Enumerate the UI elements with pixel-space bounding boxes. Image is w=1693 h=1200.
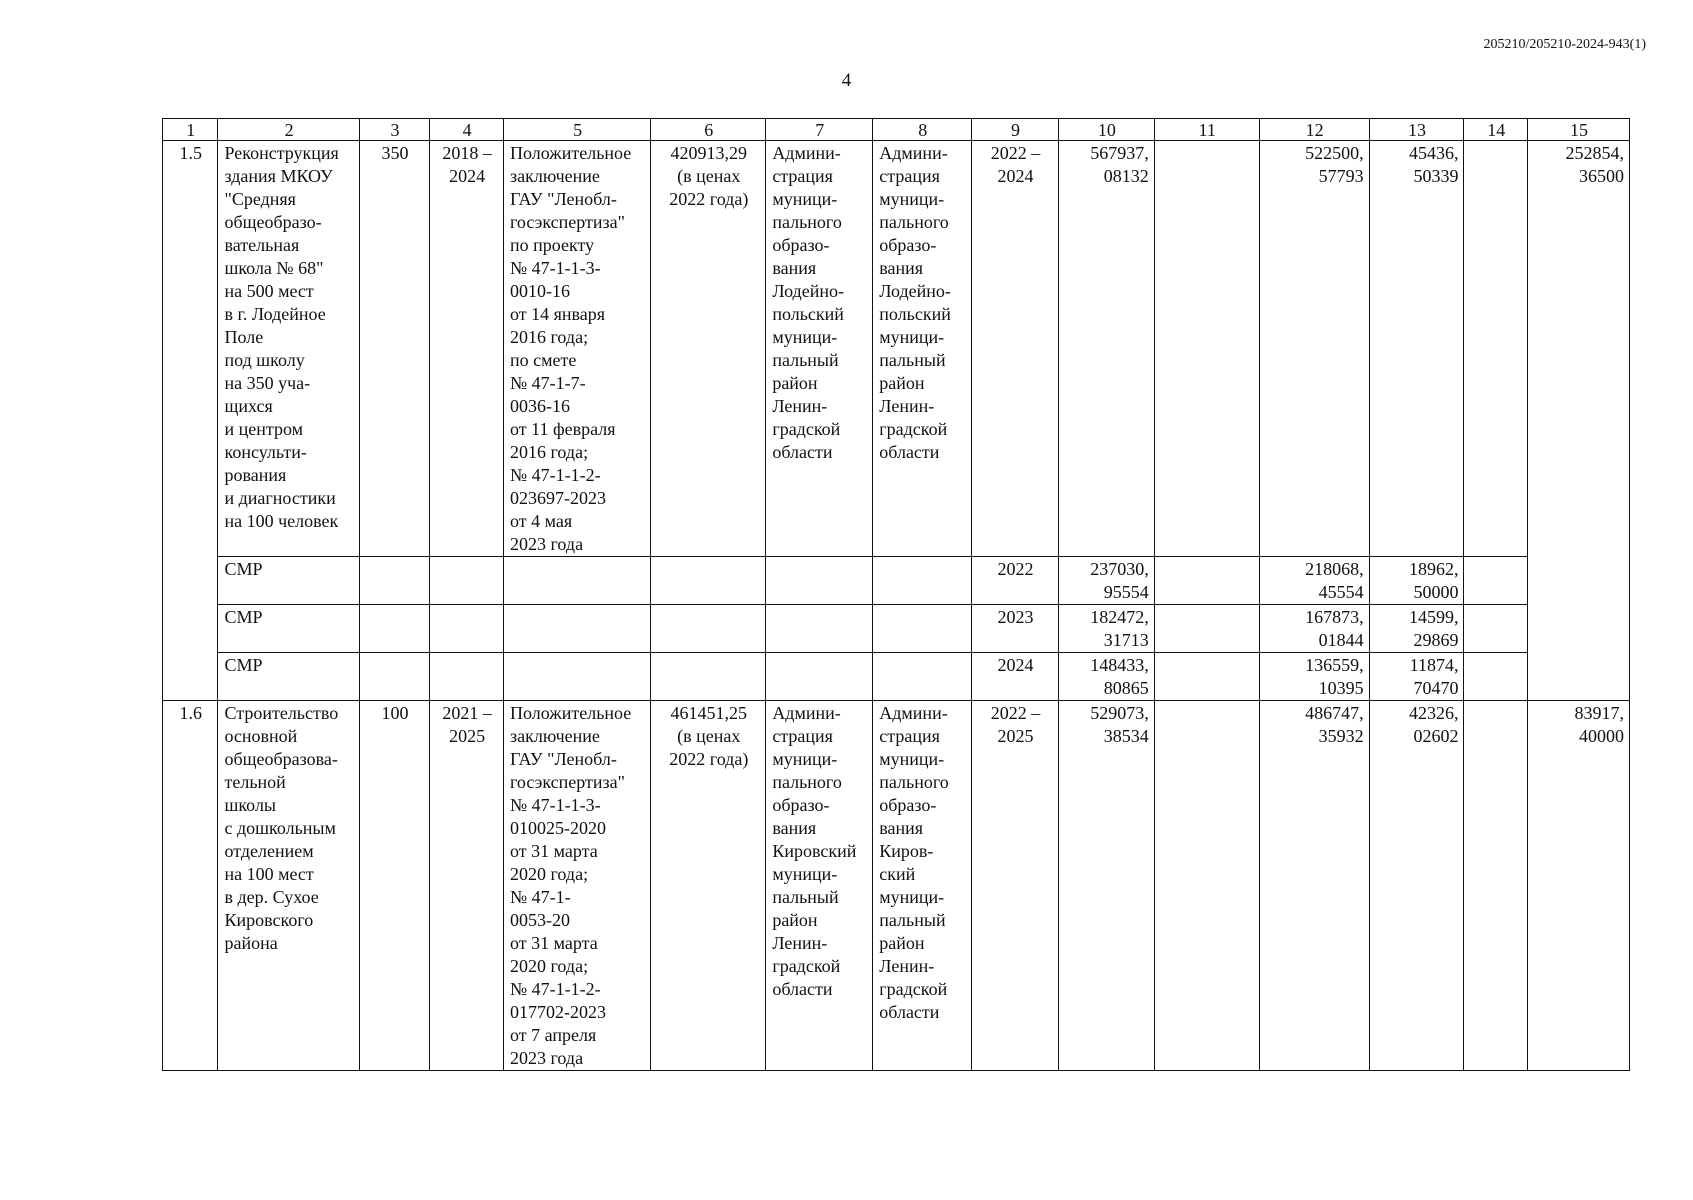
column-header: 11 <box>1154 119 1259 141</box>
column-header: 9 <box>972 119 1059 141</box>
column-header: 13 <box>1369 119 1464 141</box>
empty-cell <box>430 605 504 653</box>
column-14-value <box>1464 141 1528 557</box>
page-number: 4 <box>841 70 852 91</box>
table-row <box>163 141 1630 557</box>
column-11-value <box>1154 141 1259 557</box>
financing-years: 2022 – 2025 <box>972 701 1059 1071</box>
empty-cell <box>1154 557 1259 605</box>
subrow-col12: 167873, 01844 <box>1259 605 1369 653</box>
column-header: 7 <box>766 119 873 141</box>
column-12-value: 522500, 57793 <box>1259 141 1369 557</box>
column-header: 5 <box>504 119 651 141</box>
column-header: 4 <box>430 119 504 141</box>
empty-cell <box>766 605 873 653</box>
subrow-label: СМР <box>218 557 359 605</box>
empty-cell <box>359 653 430 701</box>
estimated-cost: 461451,25 (в ценах 2022 года) <box>651 701 766 1071</box>
customer: Админи- страция муници- пального образо- вания Кировский муници- пальный район Ленин- градской области <box>766 701 873 1071</box>
expertise-conclusion: Положительное заключение ГАУ "Ленобл- госэкспертиза" по проекту № 47-1-1-3- 0010-16 от 14 января 2016 года; по смете № 47-1-7- 0036-16 от 11 февраля 2016 года; № 47-1-1-2- 023697-2023 от 4 мая 2023 года <box>504 141 651 557</box>
table-subrow <box>163 605 1630 653</box>
empty-cell <box>504 653 651 701</box>
object-name: Строительство основной общеобразова- тельной школы с дошкольным отделением на 100 мест в дер. Сухое Кировского района <box>218 701 359 1071</box>
object-name: Реконструкция здания МКОУ "Средняя общеобразо- вательная школа № 68" на 500 мест в г. Лодейное Поле под школу на 350 уча- щихся и центром консульти- рования и диагностики на 100 человек <box>218 141 359 557</box>
column-14-value <box>1464 701 1528 1071</box>
empty-cell <box>651 653 766 701</box>
investment-objects-table <box>162 118 1630 1071</box>
construction-period: 2021 – 2025 <box>430 701 504 1071</box>
column-header: 15 <box>1528 119 1630 141</box>
subrow-col12: 136559, 10395 <box>1259 653 1369 701</box>
developer: Админи- страция муници- пального образо- вания Лодейно- польский муници- пальный район Ленин- градской области <box>873 141 972 557</box>
subrow-year: 2023 <box>972 605 1059 653</box>
empty-cell <box>1464 605 1528 653</box>
subrow-total: 237030, 95554 <box>1058 557 1154 605</box>
subrow-col13: 11874, 70470 <box>1369 653 1464 701</box>
column-header: 8 <box>873 119 972 141</box>
column-header: 6 <box>651 119 766 141</box>
table-row <box>163 701 1630 1071</box>
subrow-label: СМР <box>218 605 359 653</box>
empty-cell <box>430 653 504 701</box>
empty-cell <box>1154 605 1259 653</box>
empty-cell <box>359 557 430 605</box>
column-header: 12 <box>1259 119 1369 141</box>
empty-cell <box>1464 653 1528 701</box>
empty-cell <box>873 605 972 653</box>
subrow-total: 182472, 31713 <box>1058 605 1154 653</box>
column-12-value: 486747, 35932 <box>1259 701 1369 1071</box>
subrow-year: 2024 <box>972 653 1059 701</box>
capacity: 350 <box>359 141 430 557</box>
column-11-value <box>1154 701 1259 1071</box>
subrow-year: 2022 <box>972 557 1059 605</box>
construction-period: 2018 – 2024 <box>430 141 504 557</box>
column-header: 14 <box>1464 119 1528 141</box>
row-number: 1.6 <box>163 701 218 1071</box>
estimated-cost: 420913,29 (в ценах 2022 года) <box>651 141 766 557</box>
column-number-header-row <box>163 119 1630 141</box>
column-15-value: 83917, 40000 <box>1528 701 1630 1071</box>
column-header: 3 <box>359 119 430 141</box>
customer: Админи- страция муници- пального образо- вания Лодейно- польский муници- пальный район Ленин- градской области <box>766 141 873 557</box>
document-registration-number: 205210/205210-2024-943(1) <box>1483 37 1646 52</box>
empty-cell <box>359 605 430 653</box>
capacity: 100 <box>359 701 430 1071</box>
financing-years: 2022 – 2024 <box>972 141 1059 557</box>
empty-cell <box>651 605 766 653</box>
total-amount: 529073, 38534 <box>1058 701 1154 1071</box>
subrow-total: 148433, 80865 <box>1058 653 1154 701</box>
column-header: 10 <box>1058 119 1154 141</box>
column-13-value: 45436, 50339 <box>1369 141 1464 557</box>
subrow-col13: 14599, 29869 <box>1369 605 1464 653</box>
expertise-conclusion: Положительное заключение ГАУ "Ленобл- госэкспертиза" № 47-1-1-3- 010025-2020 от 31 марта 2020 года; № 47-1- 0053-20 от 31 марта 2020 года; № 47-1-1-2- 017702-2023 от 7 апреля 2023 года <box>504 701 651 1071</box>
empty-cell <box>430 557 504 605</box>
column-15-value: 252854, 36500 <box>1528 141 1630 701</box>
column-13-value: 42326, 02602 <box>1369 701 1464 1071</box>
subrow-col13: 18962, 50000 <box>1369 557 1464 605</box>
subrow-col12: 218068, 45554 <box>1259 557 1369 605</box>
subrow-label: СМР <box>218 653 359 701</box>
empty-cell <box>766 653 873 701</box>
empty-cell <box>873 557 972 605</box>
empty-cell <box>1464 557 1528 605</box>
empty-cell <box>651 557 766 605</box>
empty-cell <box>1154 653 1259 701</box>
empty-cell <box>504 605 651 653</box>
table-subrow <box>163 557 1630 605</box>
empty-cell <box>766 557 873 605</box>
column-header: 1 <box>163 119 218 141</box>
developer: Админи- страция муници- пального образо- вания Киров- ский муници- пальный район Ленин- градской области <box>873 701 972 1071</box>
empty-cell <box>873 653 972 701</box>
column-header: 2 <box>218 119 359 141</box>
total-amount: 567937, 08132 <box>1058 141 1154 557</box>
row-number: 1.5 <box>163 141 218 701</box>
empty-cell <box>504 557 651 605</box>
table-subrow <box>163 653 1630 701</box>
